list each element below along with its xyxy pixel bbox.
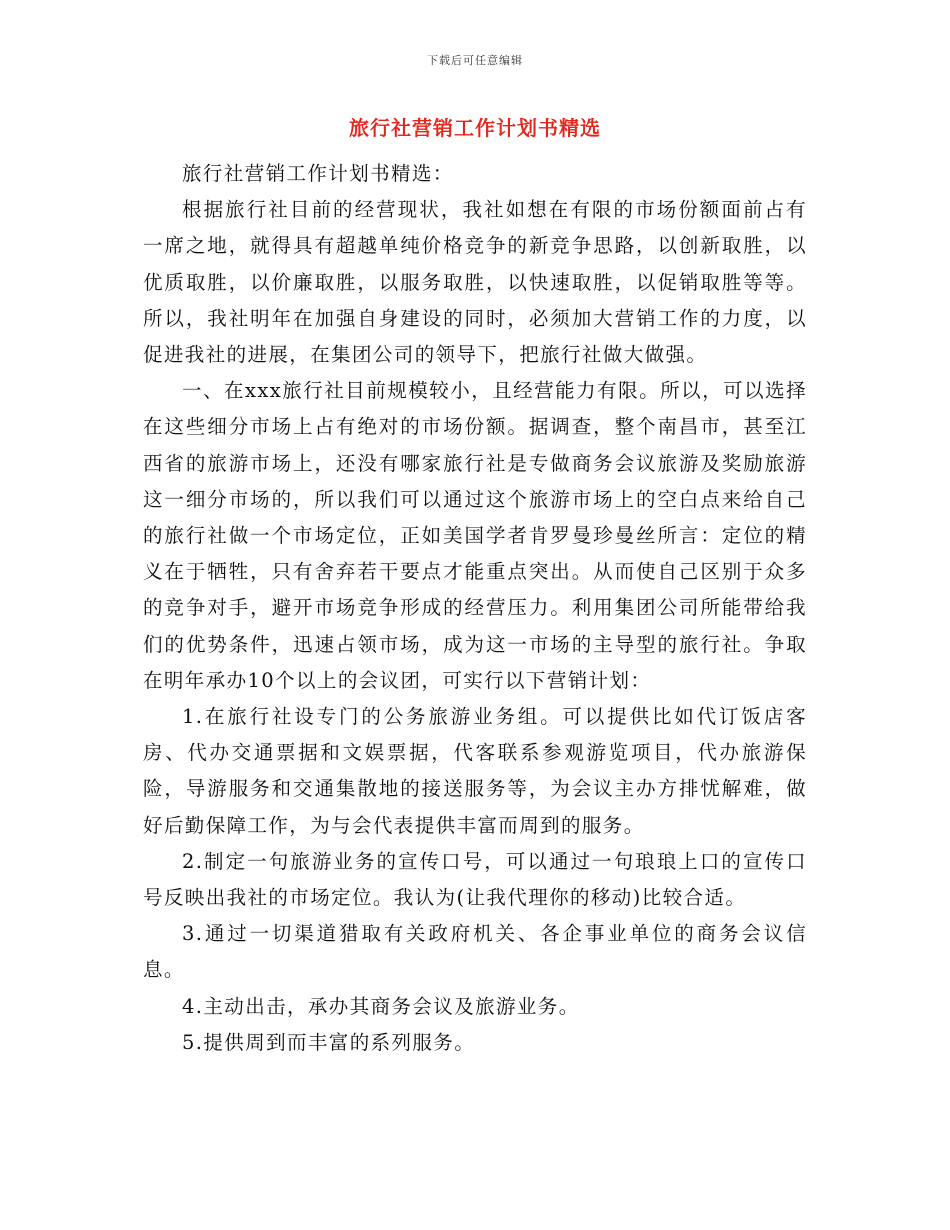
paragraph-item-5: 5.提供周到而丰富的系列服务。 <box>182 1030 476 1054</box>
paragraph-situation: 根据旅行社目前的经营现状，我社如想在有限的市场份额面前占有一席之地，就得具有超越单纯价格竞争的新竞争思路，以创新取胜，以优质取胜，以价廉取胜，以服务取胜，以快速取胜，以促销取胜等等。所以，我社明年在加强自身建设的同时，必须加大营销工作的力度，以促进我社的进展，在集团公司的领导下，把旅行社做大做强。 <box>143 198 807 367</box>
header-note: 下载后可任意编辑 <box>427 54 523 67</box>
paragraph-item-3: 3.通过一切渠道猎取有关政府机关、各企事业单位的商务会议信息。 <box>143 922 807 982</box>
paragraph-section-one: 一、在xxx旅行社目前规模较小，且经营能力有限。所以，可以选择在这些细分市场上占有绝对的市场份额。据调查，整个南昌市，甚至江西省的旅游市场上，还没有哪家旅行社是专做商务会议旅游及奖励旅游这一细分市场的，所以我们可以通过这个旅游市场上的空白点来给自己的旅行社做一个市场定位，正如美国学者肯罗曼珍曼丝所言：定位的精义在于牺牲，只有舍弃若干要点才能重点突出。从而使自己区别于众多的竞争对手，避开市场竞争形成的经营压力。利用集团公司所能带给我们的优势条件，迅速占领市场，成为这一市场的主导型的旅行社。争取在明年承办10个以上的会议团，可实行以下营销计划： <box>143 379 807 692</box>
paragraph-item-2: 2.制定一句旅游业务的宣传口号，可以通过一句琅琅上口的宣传口号反映出我社的市场定位。我认为(让我代理你的移动)比较合适。 <box>143 849 807 910</box>
document-body <box>143 156 807 1061</box>
paragraph-item-1: 1.在旅行社设专门的公务旅游业务组。可以提供比如代订饭店客房、代办交通票据和文娱票据，代客联系参观游览项目，代办旅游保险，导游服务和交通集散地的接送服务等，为会议主办方排忧解难，做好后勤保障工作，为与会代表提供丰富而周到的服务。 <box>143 705 807 837</box>
document-title: 旅行社营销工作计划书精选 <box>349 116 601 140</box>
paragraph-intro: 旅行社营销工作计划书精选： <box>182 162 454 185</box>
paragraph-item-4: 4.主动出击，承办其商务会议及旅游业务。 <box>182 994 580 1018</box>
